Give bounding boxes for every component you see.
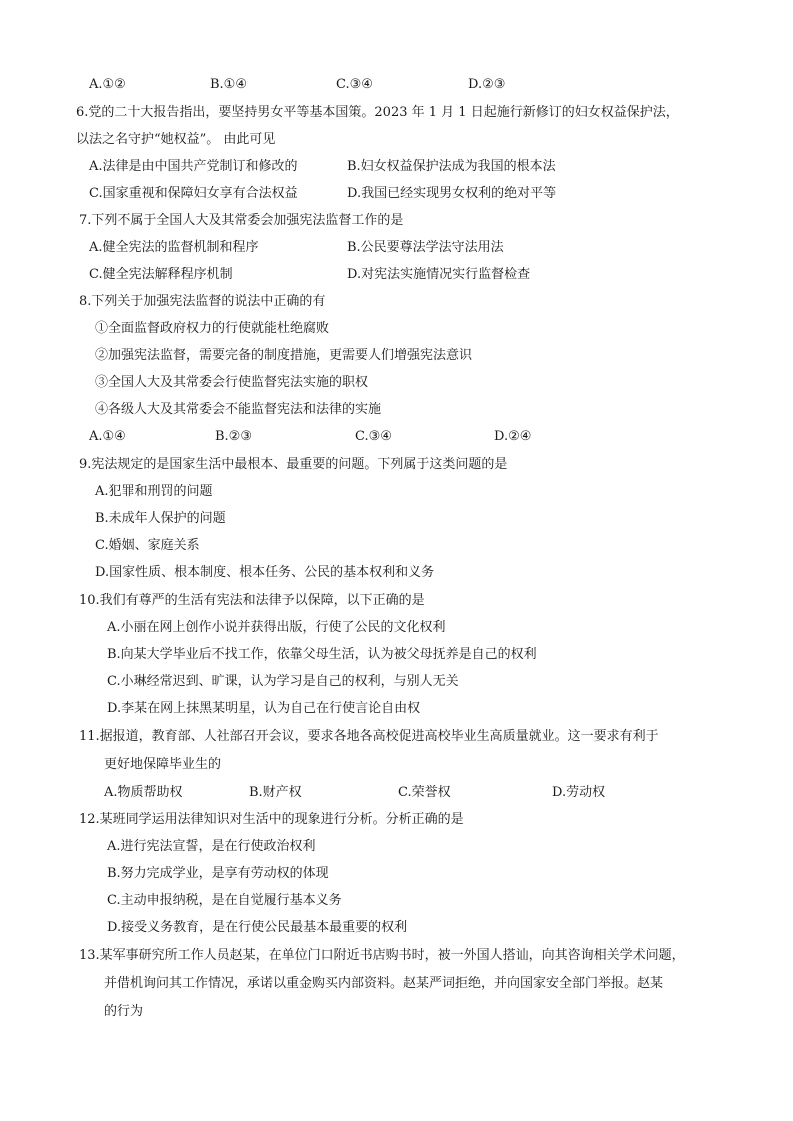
option-d: D.②③ [468,77,506,92]
question-stem-cont: 以法之名守护“她权益”。 由此可见 [76,132,276,147]
option-c: C.婚姻、家庭关系 [95,538,200,553]
option-b: B.努力完成学业，是享有劳动权的体现 [107,866,329,881]
option-c: C.小琳经常迟到、旷课，认为学习是自己的权利，与别人无关 [107,674,459,689]
question-stem: 10.我们有尊严的生活有宪法和法律予以保障，以下正确的是 [79,593,425,608]
question-stem: 7.下列不属于全国人大及其常委会加强宪法监督工作的是 [79,213,404,228]
question-stem: 8.下列关于加强宪法监督的说法中正确的有 [79,294,326,309]
option-d: D.国家性质、根本制度、根本任务、公民的基本权利和义务 [95,565,435,580]
question-stem-cont: 更好地保障毕业生的 [104,757,222,772]
option-d: D.我国已经实现男女权利的绝对平等 [347,186,557,201]
option-c: C.荣誉权 [398,785,451,800]
option-a: A.物质帮助权 [104,785,183,800]
option-b: B.向某大学毕业后不找工作，依靠父母生活，认为被父母抚养是自己的权利 [107,647,537,662]
question-stem: 12.某班同学运用法律知识对生活中的现象进行分析。分析正确的是 [79,812,464,827]
option-b: B.公民要尊法学法守法用法 [347,240,504,255]
option-a: A.健全宪法的监督机制和程序 [89,240,259,255]
option-b: B.②③ [215,429,252,444]
option-c: C.国家重视和保障妇女享有合法权益 [89,186,298,201]
statement-4: ④各级人大及其常委会不能监督宪法和法律的实施 [95,402,382,417]
question-stem: 6.党的二十大报告指出，要坚持男女平等基本国策。2023 年 1 月 1 日起施行新修订的妇女权益保护法， [76,105,679,120]
option-d: D.接受义务教育，是在行使公民最基本最重要的权利 [107,920,408,935]
option-a: A.①② [89,77,126,92]
option-d: D.对宪法实施情况实行监督检查 [347,267,531,282]
question-stem: 9.宪法规定的是国家生活中最根本、最重要的问题。下列属于这类问题的是 [79,457,508,472]
option-d: D.劳动权 [552,785,606,800]
statement-3: ③全国人大及其常委会行使监督宪法实施的职权 [95,375,369,390]
option-a: A.犯罪和刑罚的问题 [95,484,213,499]
option-b: B.财产权 [249,785,302,800]
question-stem-cont: 的行为 [104,1004,144,1019]
option-b: B.①④ [210,77,247,92]
option-a: A.法律是由中国共产党制订和修改的 [89,159,298,174]
option-a: A.小丽在网上创作小说并获得出版，行使了公民的文化权利 [107,620,446,635]
option-b: B.未成年人保护的问题 [95,511,226,526]
option-d: D.李某在网上抹黑某明星，认为自己在行使言论自由权 [107,701,421,716]
question-stem: 13.某军事研究所工作人员赵某，在单位门口附近书店购书时，被一外国人搭讪，向其咨询相关学术问题， [79,948,685,963]
option-d: D.②④ [494,429,532,444]
option-c: C.健全宪法解释程序机制 [89,267,233,282]
statement-1: ①全面监督政府权力的行使就能杜绝腐败 [95,321,330,336]
statement-2: ②加强宪法监督，需要完备的制度措施，更需要人们增强宪法意识 [95,348,473,363]
question-stem: 11.据报道，教育部、人社部召开会议，要求各地各高校促进高校毕业生高质量就业。这一要求有利于 [79,729,659,744]
option-a: A.①④ [89,429,126,444]
option-c: C.③④ [355,429,392,444]
option-a: A.进行宪法宣誓，是在行使政治权利 [107,839,316,854]
option-c: C.③④ [336,77,373,92]
question-stem-cont: 并借机询问其工作情况，承诺以重金购买内部资料。赵某严词拒绝，并向国家安全部门举报。赵某 [104,976,664,991]
option-c: C.主动申报纳税，是在自觉履行基本义务 [107,893,342,908]
option-b: B.妇女权益保护法成为我国的根本法 [347,159,556,174]
